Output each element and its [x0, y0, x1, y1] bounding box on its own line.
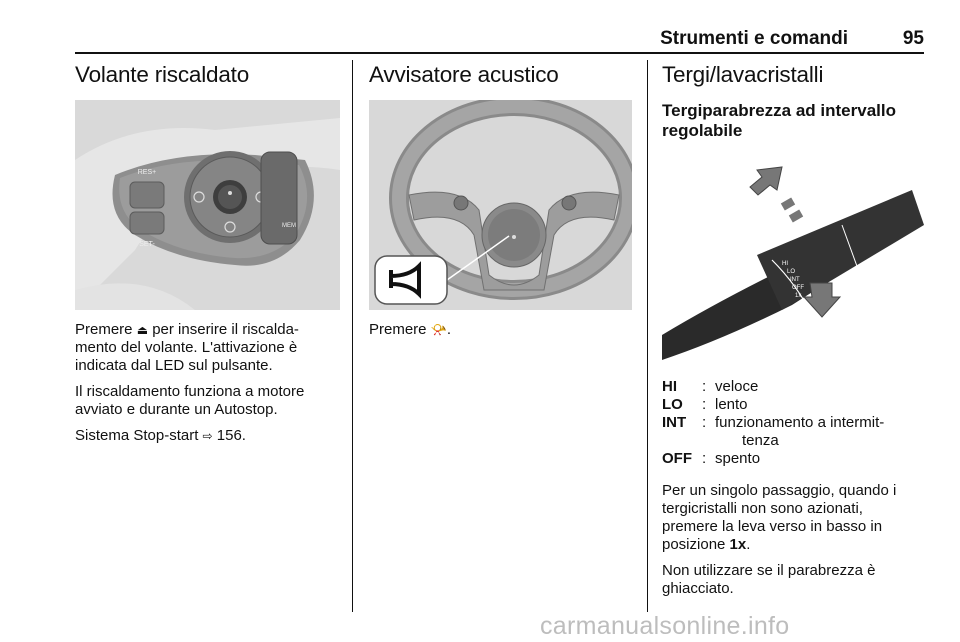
column-wipers: [662, 62, 932, 141]
horn-text: [369, 321, 639, 339]
paragraph-ice-warning: Non utilizzare se il parabrezza è ghiacciato.: [662, 562, 876, 597]
paragraph-heating-activation: Premere ⏏ per inserire il riscalda- mento del volante. L'attivazione è indicata dal LED sul pulsante.: [75, 321, 299, 374]
def-row: OFF : spento: [662, 450, 761, 467]
horn-figure: [369, 100, 632, 310]
column-heated-steering: [75, 62, 340, 88]
column-divider-2: [647, 60, 648, 612]
heated-steering-text: [75, 321, 345, 445]
one-x-label: 1x: [795, 293, 802, 299]
res-label: RES+: [137, 169, 157, 176]
page-number: 95: [902, 28, 924, 49]
heading-heated-steering: Volante riscaldato: [75, 62, 250, 87]
hi-label: HI: [782, 261, 788, 267]
column-divider-1: [352, 60, 353, 612]
paragraph-heating-operation: Il riscaldamento funziona a motore avviato e durante un Autostop.: [75, 383, 305, 418]
steering-wheel-heat-icon: ⏏: [136, 323, 149, 337]
heading-wipers: Tergi/lavacristalli: [662, 62, 824, 87]
section-title: Strumenti e comandi: [660, 28, 848, 49]
page-reference-arrow-icon: ⇨: [202, 429, 213, 443]
cross-reference[interactable]: Sistema Stop-start ⇨ 156.: [75, 427, 246, 444]
page-header: [75, 28, 924, 52]
paragraph-horn: Premere 📯.: [369, 321, 452, 338]
paragraph-single-wipe: Per un singolo passaggio, quando i tergicristalli non sono azionati, premere la leva verso in basso in posizione 1x.: [662, 482, 897, 553]
lo-label: LO: [787, 269, 796, 275]
column-horn: [369, 62, 634, 88]
def-row: HI : veloce: [662, 378, 759, 395]
wiper-definitions: [662, 378, 932, 598]
off-label: OFF: [792, 285, 804, 291]
mem-label: MEM: [282, 223, 296, 229]
watermark: carmanualsonline.info: [540, 612, 790, 640]
subheading-interval-wiper: Tergiparabrezza ad intervallo regolabile: [662, 101, 896, 140]
wiper-positions-table: [662, 378, 884, 468]
int-label: INT: [790, 277, 800, 283]
def-row: LO : lento: [662, 396, 748, 413]
horn-inline-icon: 📯: [430, 322, 447, 337]
wiper-lever-figure: [662, 165, 924, 370]
heated-steering-figure: [75, 100, 340, 310]
heading-horn: Avvisatore acustico: [369, 62, 559, 87]
header-divider: [75, 52, 924, 54]
set-label: SET-: [139, 241, 155, 248]
def-row: INT : funzionamento a intermit- tenza: [662, 414, 885, 449]
